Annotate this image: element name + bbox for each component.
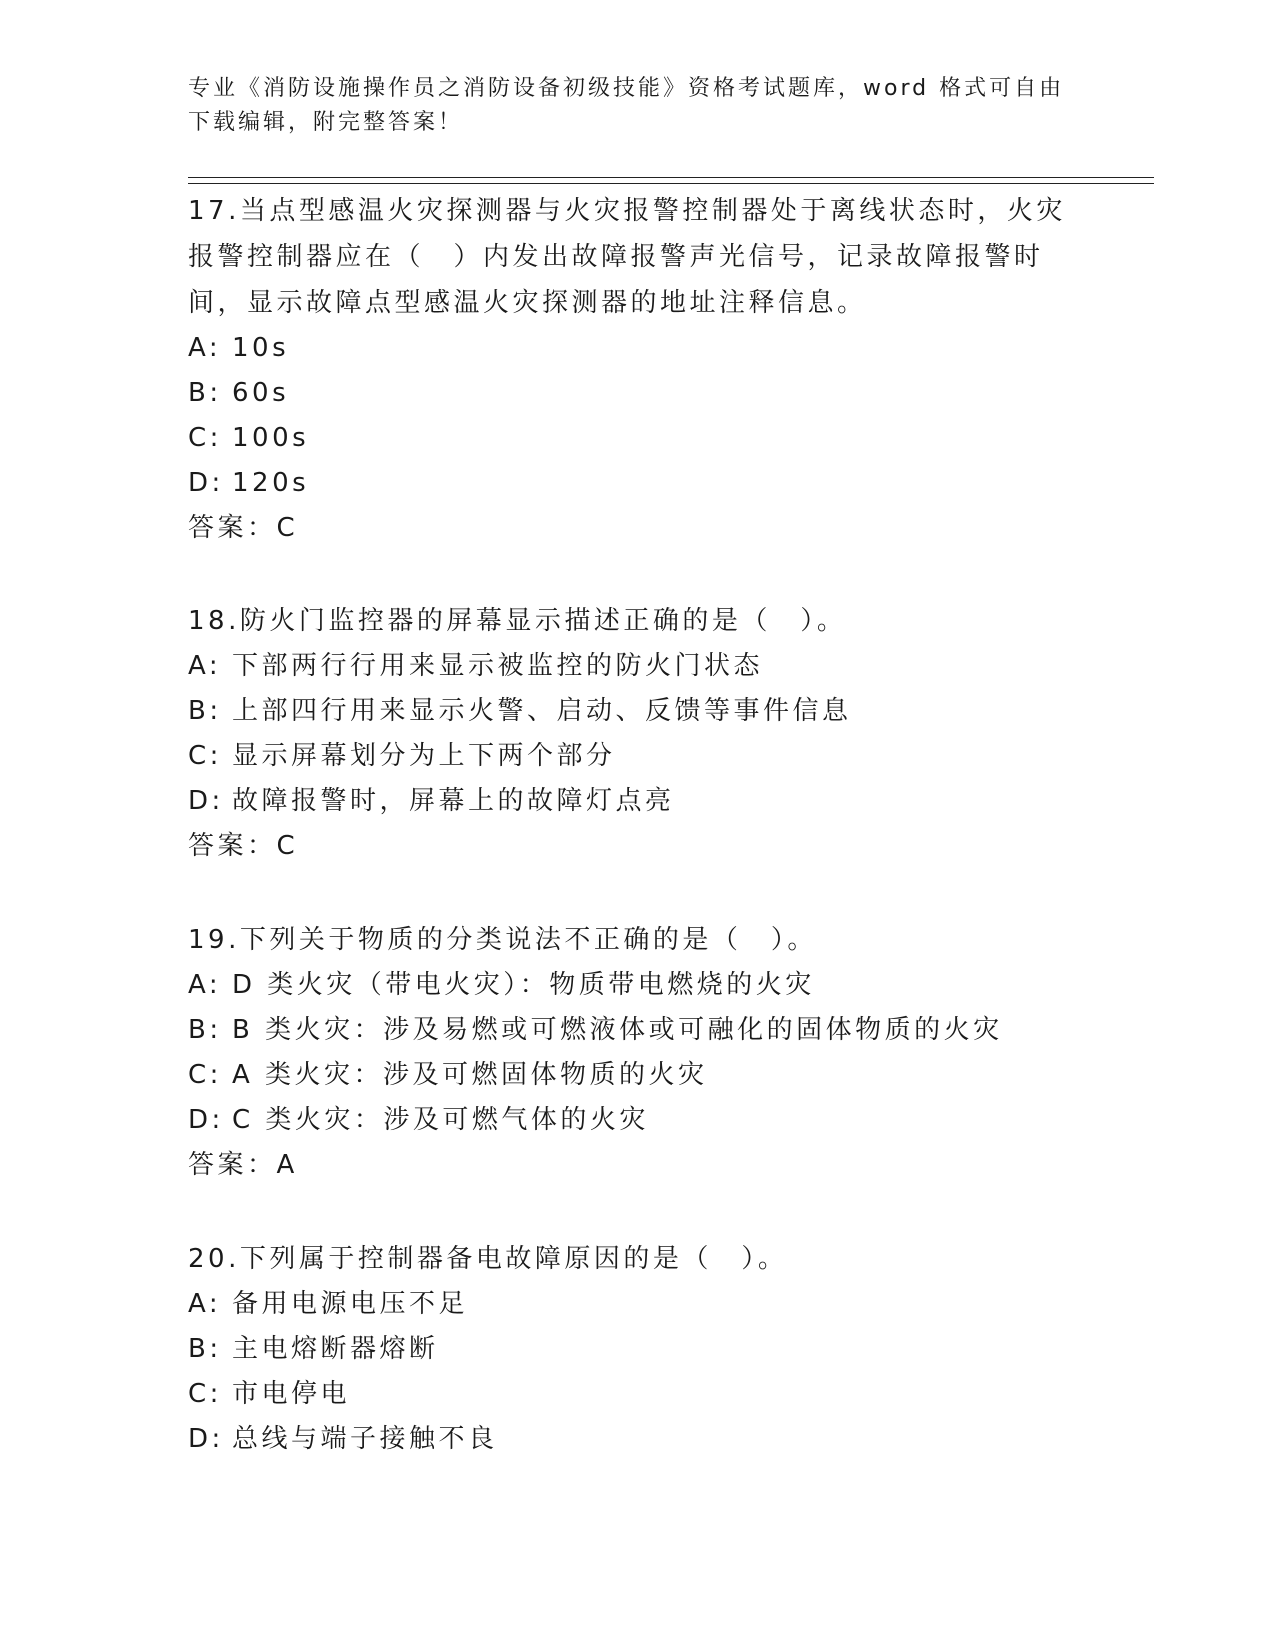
question-stem: 18.防火门监控器的屏幕显示描述正确的是（ ）。 [188, 606, 847, 636]
option-letter: A: [188, 1289, 222, 1319]
option-a [188, 326, 1088, 371]
option-text: 上部四行用来显示火警、启动、反馈等事件信息 [232, 696, 852, 726]
option-text: 故障报警时，屏幕上的故障灯点亮 [232, 786, 675, 816]
question-stem: 17.当点型感温火灾探测器与火灾报警控制器处于离线状态时，火灾报警控制器应在（ ）内发出故障报警声光信号，记录故障报警时间，显示故障点型感温火灾探测器的地址注释信息。 [188, 196, 1066, 318]
question-stem: 20.下列属于控制器备电故障原因的是（ ）。 [188, 1244, 788, 1274]
option-text: 100s [232, 423, 310, 453]
question-stem: 19.下列关于物质的分类说法不正确的是（ ）。 [188, 925, 817, 955]
option-b [188, 1008, 1088, 1053]
option-a [188, 1282, 1088, 1327]
option-letter: B: [188, 1334, 222, 1364]
option-text: 备用电源电压不足 [232, 1289, 469, 1319]
option-b [188, 689, 1088, 734]
option-text: C 类火灾：涉及可燃气体的火灾 [232, 1105, 649, 1135]
answer-line: 答案：A [188, 1150, 298, 1180]
option-letter: C: [188, 741, 222, 771]
option-c [188, 1372, 1088, 1417]
option-d [188, 461, 1088, 506]
header-divider-bottom [188, 183, 1154, 184]
option-letter: D: [188, 468, 224, 498]
option-letter: D: [188, 1105, 224, 1135]
option-text: 10s [232, 333, 290, 363]
option-text: B 类火灾：涉及易燃或可燃液体或可融化的固体物质的火灾 [232, 1015, 1003, 1045]
option-letter: A: [188, 970, 222, 1000]
option-text: 主电熔断器熔断 [232, 1334, 439, 1364]
question-20 [188, 1236, 1088, 1462]
option-d [188, 1098, 1088, 1143]
question-19 [188, 917, 1088, 1188]
option-letter: D: [188, 1424, 224, 1454]
option-letter: B: [188, 1015, 222, 1045]
option-letter: C: [188, 423, 222, 453]
option-text: 下部两行行用来显示被监控的防火门状态 [232, 651, 764, 681]
option-text: D 类火灾（带电火灾）：物质带电燃烧的火灾 [232, 970, 815, 1000]
option-c [188, 734, 1088, 779]
answer-line: 答案：C [188, 831, 299, 861]
option-a [188, 644, 1088, 689]
option-letter: C: [188, 1379, 222, 1409]
option-d [188, 779, 1088, 824]
option-letter: A: [188, 333, 222, 363]
option-c [188, 416, 1088, 461]
answer-line: 答案：C [188, 513, 299, 543]
option-c [188, 1053, 1088, 1098]
option-d [188, 1417, 1088, 1462]
option-text: 60s [232, 378, 290, 408]
option-b [188, 371, 1088, 416]
option-text: 显示屏幕划分为上下两个部分 [232, 741, 616, 771]
option-text: 市电停电 [232, 1379, 351, 1409]
option-letter: B: [188, 696, 222, 726]
option-letter: D: [188, 786, 224, 816]
option-text: 120s [232, 468, 310, 498]
option-text: A 类火灾：涉及可燃固体物质的火灾 [232, 1060, 708, 1090]
header-divider-top [188, 177, 1154, 178]
document-header: 专业《消防设施操作员之消防设备初级技能》资格考试题库，word 格式可自由下载编辑，附完整答案！ [188, 76, 1065, 135]
question-17 [188, 188, 1088, 551]
option-letter: C: [188, 1060, 222, 1090]
option-letter: A: [188, 651, 222, 681]
question-18 [188, 598, 1088, 869]
option-letter: B: [188, 378, 222, 408]
option-b [188, 1327, 1088, 1372]
option-a [188, 963, 1088, 1008]
option-text: 总线与端子接触不良 [232, 1424, 498, 1454]
